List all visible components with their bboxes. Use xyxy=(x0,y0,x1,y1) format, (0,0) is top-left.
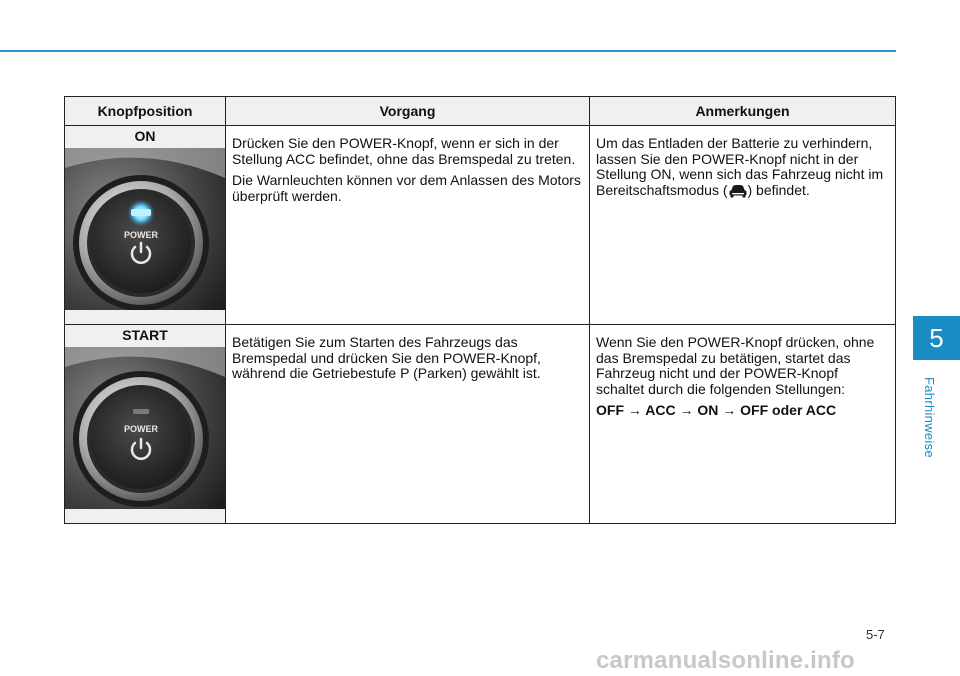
remarks-start-text: Wenn Sie den POWER-Knopf drücken, ohne das Bremspedal zu betätigen, startet das Fahrzeug nicht und der POWER-Knopf schaltet durch die folgenden Stellungen: xyxy=(596,334,875,397)
remarks-cell-start xyxy=(590,325,896,524)
sequence-arrow-icon: → xyxy=(722,402,737,418)
power-button-start-photo xyxy=(65,347,225,509)
chapter-tab[interactable] xyxy=(913,316,960,360)
sequence-item-off: OFF xyxy=(596,402,624,418)
power-button-table xyxy=(64,96,896,524)
chapter-label-text: Fahrhinweise xyxy=(921,376,937,458)
power-text-on: POWER xyxy=(123,230,159,240)
power-button-on-photo xyxy=(65,148,225,310)
procedure-start-text: Betätigen Sie zum Starten des Fahrzeugs das Bremspedal und drücken Sie den POWER-Knopf, während die Getriebestufe P (Parken) gewählt ist. xyxy=(232,334,541,381)
ready-car-icon xyxy=(728,183,748,199)
sequence-item-final: OFF oder ACC xyxy=(740,402,837,418)
top-rule xyxy=(0,50,896,52)
sequence-item-acc: ACC xyxy=(645,402,676,418)
procedure-on-text-1: Drücken Sie den POWER-Knopf, wenn er sich in der Stellung ACC befindet, ohne das Bremspedal zu treten. xyxy=(232,135,576,167)
procedure-cell-on xyxy=(226,126,590,325)
chapter-number: 5 xyxy=(929,322,944,353)
table-header-row xyxy=(65,97,896,126)
sequence-arrow-icon: → xyxy=(679,402,694,418)
procedure-cell-start xyxy=(226,325,590,524)
position-label-on: ON xyxy=(134,128,156,144)
remarks-cell-on xyxy=(590,126,896,325)
power-text-start: POWER xyxy=(123,424,159,434)
header-remarks: Anmerkungen xyxy=(590,97,896,126)
sequence-item-on: ON xyxy=(697,402,719,418)
procedure-on-text-2: Die Warnleuchten können vor dem Anlassen des Motors überprüft werden. xyxy=(232,172,581,204)
position-label-start: START xyxy=(122,327,168,343)
header-procedure: Vorgang xyxy=(226,97,590,126)
sequence-arrow-icon: → xyxy=(627,402,642,418)
remarks-on-text-end: ) befindet. xyxy=(747,181,810,198)
header-position: Knopfposition xyxy=(65,97,226,126)
watermark: carmanualsonline.info xyxy=(596,647,855,674)
remarks-on-text: Um das Entladen der Batterie zu verhindern, lassen Sie den POWER-Knopf nicht in der Stellung ON, wenn sich das Fahrzeug nicht im Bereitschaftsmodus ( xyxy=(596,135,884,198)
position-cell-start xyxy=(65,325,226,524)
table-row-on xyxy=(65,126,896,325)
table-row-start xyxy=(65,325,896,524)
page-number: 5-7 xyxy=(866,627,885,642)
position-cell-on xyxy=(65,126,226,325)
chapter-label xyxy=(898,372,960,462)
position-sequence xyxy=(596,403,889,419)
